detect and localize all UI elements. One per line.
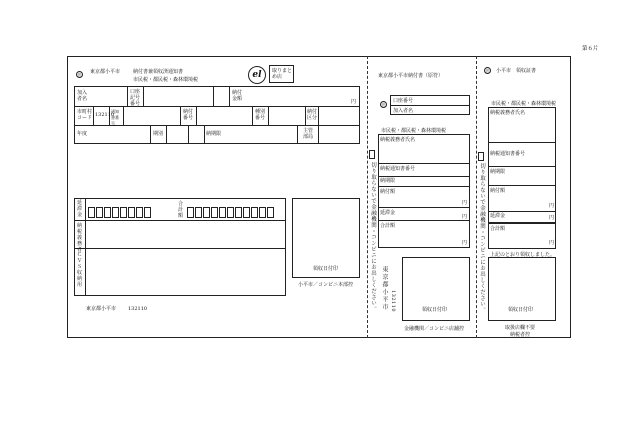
total-digit-box [203, 207, 210, 218]
year-label: 年度 [77, 131, 88, 137]
tax-no-label: 納付番号 [183, 109, 194, 121]
perforation-1 [367, 56, 368, 338]
left-title-2: 市民税・都民税・森林環境税 [133, 77, 199, 83]
middle-account-label: 口座番号 [393, 98, 414, 104]
total-digit-box [259, 207, 266, 218]
middle-delay-yen: 円 [462, 214, 468, 220]
right-circle-mark: ㊞ [485, 68, 490, 73]
payer-label: 納税義務者 [77, 223, 83, 253]
person-label: 種別番号 [255, 109, 266, 121]
left-stamp-label: 領収日付印 [313, 266, 339, 272]
deadline-label: 納期限 [206, 131, 222, 137]
amount-label: 納付金額 [232, 90, 243, 102]
middle-total-yen: 円 [462, 240, 468, 246]
el-logo [248, 66, 266, 84]
middle-total-label: 合計額 [380, 223, 396, 229]
delay-digit-box [112, 207, 119, 218]
total-digit-box [267, 207, 274, 218]
middle-tax-label: 市民税・都民税・森林環境税 [381, 128, 447, 134]
right-title: 小平市 領収証書 [496, 68, 537, 74]
total-digit-box [235, 207, 242, 218]
period-label: 期別 [153, 131, 164, 137]
middle-code-vertical: 132110 [390, 290, 396, 313]
right-cut-note: 切り取らないで金融機関・コンビニにお出しください。 [479, 163, 485, 313]
delay-digit-box [104, 207, 111, 218]
right-amount-yen: 円 [549, 203, 555, 209]
div-label: 納付区分 [307, 109, 318, 121]
middle-caption: 金融機関／コンビニ店舗控 [404, 326, 465, 332]
delay-digit-box [96, 207, 103, 218]
total-label: 合計額 [178, 201, 184, 219]
right-received-note: 上記のとおり領収しました。 [490, 252, 556, 258]
middle-cut-note: 切り取らないで金融機関・コンビニにお出しください。 [370, 162, 376, 312]
city-code-label: 市町村コード [77, 109, 93, 121]
subscriber-label: 加入者名 [77, 90, 88, 102]
right-notice-label: 納税通知書番号 [490, 151, 526, 157]
delay-digit-box [136, 207, 143, 218]
middle-subscriber-label: 加入者名 [393, 108, 414, 114]
middle-notice-label: 納税通知書番号 [380, 166, 416, 172]
right-caption-2: 納税者控 [510, 332, 531, 338]
middle-cut-marker [369, 150, 375, 159]
right-payer-label: 納税義務者氏名 [490, 110, 526, 116]
city-code-value: 132110 [95, 112, 115, 118]
middle-stamp-label: 領収日付印 [422, 307, 448, 313]
right-total-label: 合計額 [490, 226, 506, 232]
notice-label: 通知書番号 [111, 109, 119, 126]
delay-digit-box [144, 207, 151, 218]
total-digit-box [227, 207, 234, 218]
specified-label: 主管部局 [303, 128, 314, 140]
middle-deadline-label: 納期限 [380, 178, 396, 184]
right-total-yen: 円 [549, 240, 555, 246]
total-digit-box [195, 207, 202, 218]
summary-label: 取りまとめ店 [272, 68, 293, 80]
right-tax-label: 市民税・都民税・森林環境税 [491, 101, 557, 107]
page-label: 第６片 [582, 46, 599, 52]
cvs-label: ＣＶＳ収納用 [77, 252, 83, 288]
middle-delay-label: 延滞金 [380, 210, 396, 216]
right-caption-1: 取扱店欄不要 [505, 325, 536, 331]
total-digit-box [219, 207, 226, 218]
left-issuer: 東京都小平市 [90, 69, 121, 75]
middle-amount-label: 納付額 [380, 189, 396, 195]
delay-digit-box [88, 207, 95, 218]
left-title-1: 納付書兼領収済通知書 [133, 69, 184, 75]
delay-label: 延滞金 [77, 200, 83, 218]
total-digit-box [243, 207, 250, 218]
perforation-2 [476, 56, 477, 338]
middle-circle-mark: ㊞ [381, 102, 386, 107]
left-stamp-caption: 小平市／コンビニ本部控 [298, 282, 354, 288]
total-digit-box [187, 207, 194, 218]
middle-payer-label: 納税義務者氏名 [380, 137, 416, 143]
middle-amount-yen: 円 [462, 200, 468, 206]
delay-digit-box [120, 207, 127, 218]
footer-issuer: 東京都小平市 [86, 306, 117, 312]
right-delay-yen: 円 [549, 215, 555, 221]
right-stamp-label: 領収日付印 [508, 307, 534, 313]
total-digit-box [251, 207, 258, 218]
total-digit-box [211, 207, 218, 218]
right-main-table [488, 107, 556, 223]
right-amount-label: 納付額 [490, 188, 506, 194]
right-cut-marker [478, 152, 484, 161]
amount-yen: 円 [351, 99, 357, 105]
middle-issuer-vertical: 東京都小平市 [381, 266, 388, 311]
left-circle-mark: ㊞ [77, 72, 82, 77]
middle-title: 東京都小平市納付書（原符） [378, 73, 444, 79]
account-label: 口座記号番号 [130, 89, 141, 107]
right-deadline-label: 納期限 [490, 169, 506, 175]
footer-code: 132110 [128, 306, 148, 312]
delay-digit-box [128, 207, 135, 218]
right-delay-label: 延滞金 [490, 213, 506, 219]
el-logo-text: el [252, 70, 262, 80]
